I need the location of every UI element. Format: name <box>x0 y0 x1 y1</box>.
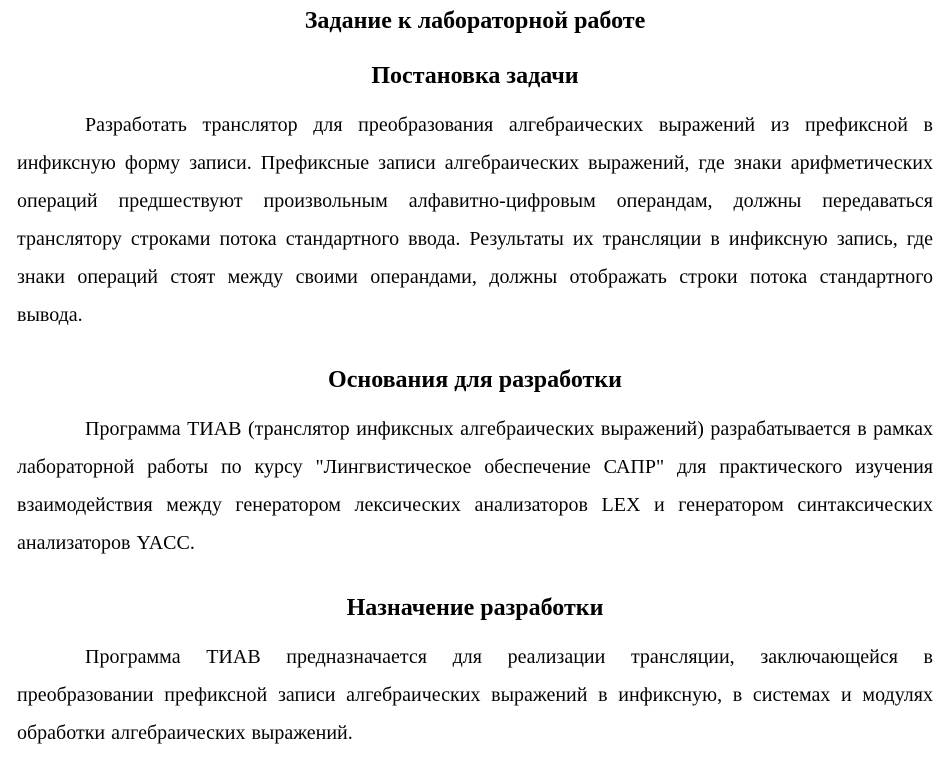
section-text-purpose: Программа ТИАВ предназначается для реализации трансляции, заключающейся в преобразовании префиксной записи алгебраических выражений в инфиксную, в системах и модулях обработки алгебраических выражений. <box>17 646 933 744</box>
document-title: Задание к лабораторной работе <box>304 8 646 34</box>
section-text-task: Разработать транслятор для преобразования алгебраических выражений из префиксной в инфиксную форму записи. Префиксные записи алгебраических выражений, где знаки арифметических операций предшествуют произвольным алфавитно-цифровым операндам, должны передаваться транслятору строками потока стандартного ввода. Результаты их трансляции в инфиксную запись, где знаки операций стоят между своими операндами, должны отображать строки потока стандартного вывода. <box>17 114 933 326</box>
document-page <box>17 0 933 752</box>
section-heading-task: Постановка задачи <box>371 63 579 89</box>
section-heading-basis: Основания для разработки <box>328 367 622 393</box>
section-text-basis: Программа ТИАВ (транслятор инфиксных алгебраических выражений) разрабатывается в рамках лабораторной работы по курсу "Лингвистическое обеспечение САПР" для практического изучения взаимодействия между генератором лексических анализаторов LEX и генератором синтаксических анализаторов YACC. <box>17 418 933 554</box>
section-heading-purpose: Назначение разработки <box>346 595 604 621</box>
